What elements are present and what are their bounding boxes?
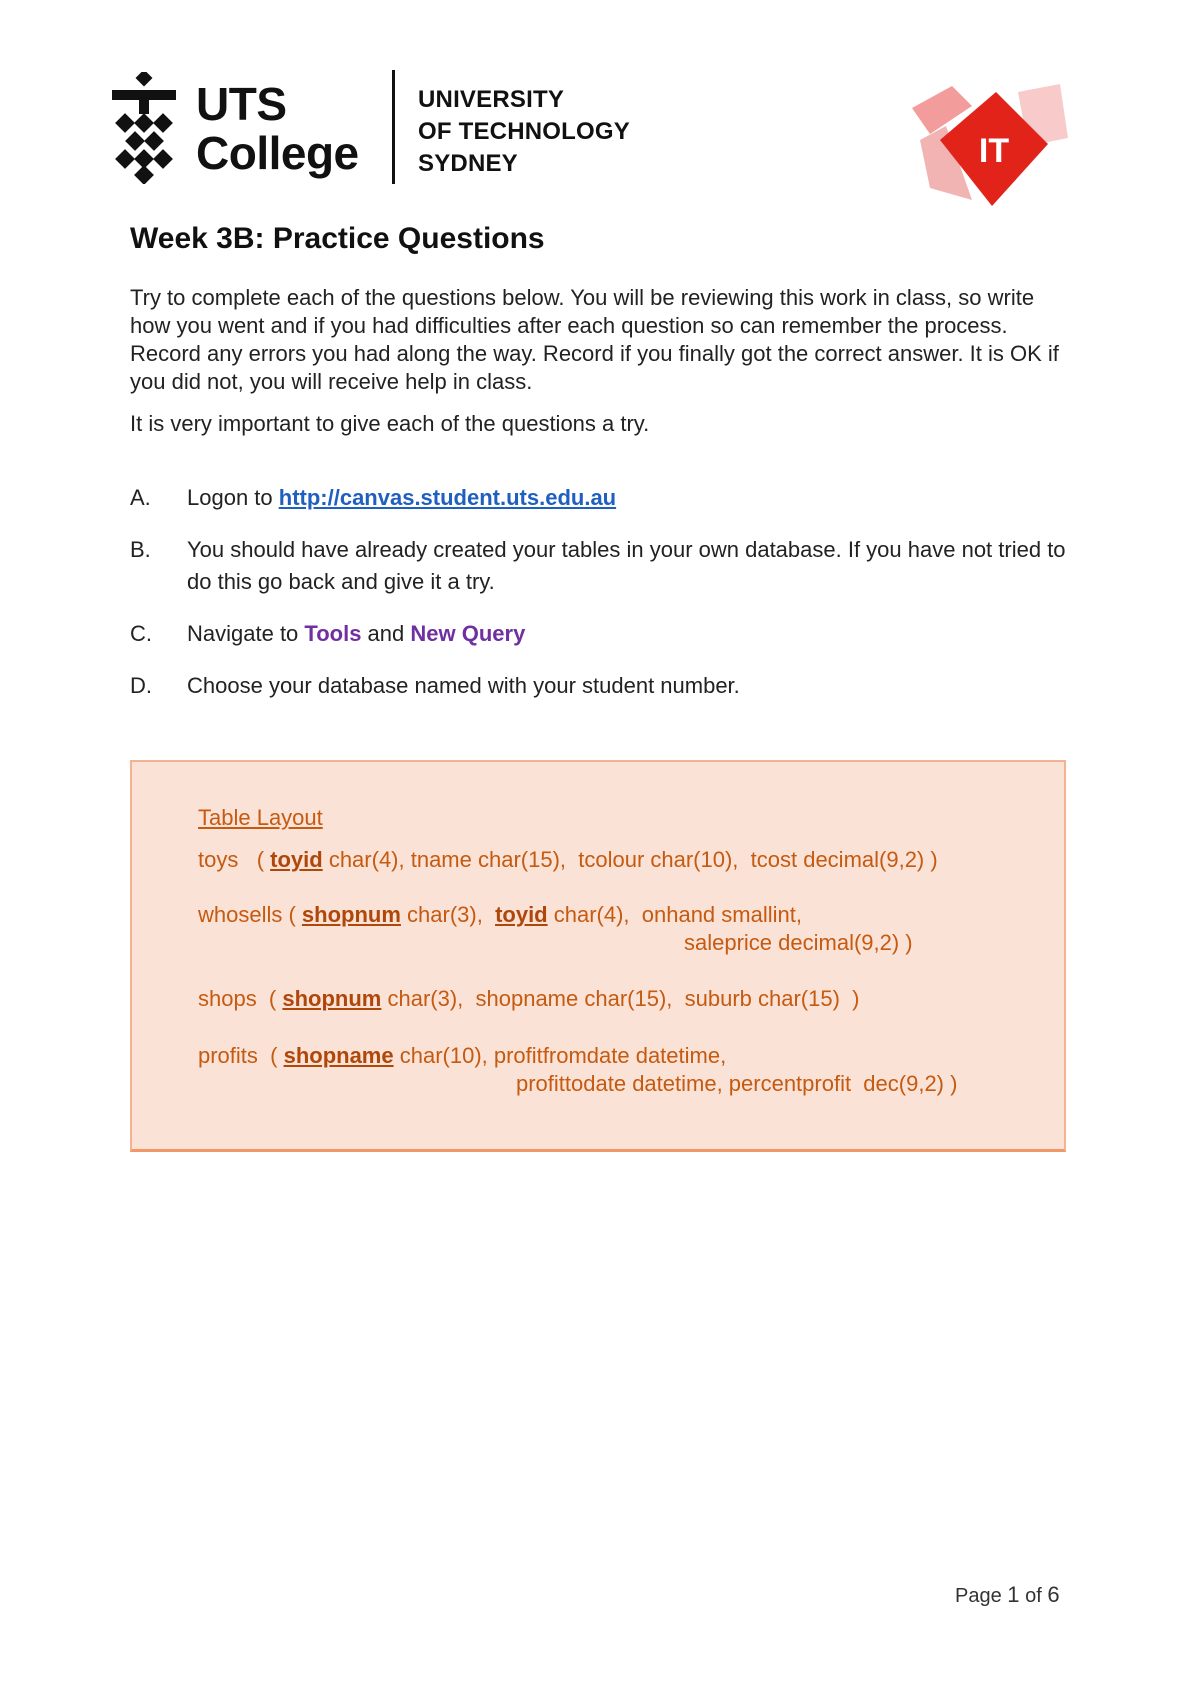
header-divider: [392, 70, 395, 184]
profits-continuation: profittodate datetime, percentprofit dec(9,2) ): [516, 1071, 958, 1096]
columns: char(10), profitfromdate datetime,: [393, 1043, 727, 1068]
new-query-label: New Query: [410, 621, 526, 646]
toys-table-def: [198, 846, 938, 874]
university-name: [418, 84, 630, 180]
columns: char(3), shopname char(15), suburb char(15) ): [381, 986, 860, 1011]
uts-college-logo-mark: [112, 72, 176, 184]
tools-menu-label: Tools: [304, 621, 362, 646]
table-layout-heading: Table Layout: [198, 805, 323, 830]
table-name: profits (: [198, 1043, 284, 1068]
step-a-text: Logon to: [187, 485, 279, 510]
profits-table-def: [198, 1042, 726, 1070]
step-c: [130, 618, 1080, 650]
uts-college-logo-text: [196, 80, 359, 178]
step-b: [130, 534, 1080, 598]
shops-table-def: [198, 985, 859, 1013]
intro-paragraph-2: It is very important to give each of the questions a try.: [130, 411, 650, 436]
page-of-label: of: [1019, 1585, 1048, 1607]
paren: (: [238, 847, 271, 872]
page-title: Week 3B: Practice Questions: [130, 222, 545, 255]
step-d-text: Choose your database named with your student number.: [187, 673, 740, 698]
step-body: [187, 618, 1077, 650]
it-badge-logo: [900, 80, 1070, 210]
table-name: toys: [198, 847, 239, 872]
primary-key: shopname: [283, 1043, 394, 1068]
intro-paragraph: Try to complete each of the questions below. You will be reviewing this work in class, so write how you went and if you had difficulties after each question so can remember the process. Record any errors you had along the way. Record if you finally got the correct answer. It is OK if you did not, you will receive help in class.: [130, 285, 1059, 394]
primary-key: toyid: [495, 902, 548, 927]
step-letter: B.: [130, 537, 151, 562]
university-line3: SYDNEY: [418, 150, 518, 177]
table-name: whosells (: [198, 902, 302, 927]
university-line2: OF TECHNOLOGY: [418, 118, 630, 145]
whosells-table-def: [198, 901, 802, 929]
it-badge-text: IT: [978, 132, 1010, 170]
table-name: shops (: [198, 986, 283, 1011]
college-line1: UTS: [196, 78, 287, 130]
primary-key: shopnum: [301, 902, 401, 927]
primary-key: shopnum: [282, 986, 382, 1011]
university-line1: UNIVERSITY: [418, 86, 565, 113]
step-letter: D.: [130, 673, 152, 698]
canvas-link[interactable]: http://canvas.student.uts.edu.au: [278, 485, 617, 510]
step-c-text: Navigate to: [187, 621, 305, 646]
step-a: [130, 482, 1080, 514]
step-c-and: and: [361, 621, 411, 646]
page-label: Page: [955, 1585, 1008, 1607]
page-current: 1: [1007, 1582, 1020, 1607]
page-total: 6: [1047, 1582, 1060, 1607]
table-layout-box: [130, 760, 1066, 1152]
step-letter: A.: [130, 485, 151, 510]
page-number: [955, 1582, 1060, 1608]
columns: char(4), onhand smallint,: [547, 902, 802, 927]
step-letter: C.: [130, 621, 152, 646]
columns: char(3),: [400, 902, 496, 927]
columns: char(4), tname char(15), tcolour char(10), tcost decimal(9,2) ): [322, 847, 938, 872]
college-line2: College: [196, 127, 359, 179]
step-body: [187, 482, 1077, 514]
step-d: [130, 670, 1080, 702]
primary-key: toyid: [270, 847, 323, 872]
whosells-continuation: saleprice decimal(9,2) ): [684, 930, 913, 955]
step-b-text: You should have already created your tables in your own database. If you have not tried to do this go back and give it a try.: [187, 537, 1066, 594]
